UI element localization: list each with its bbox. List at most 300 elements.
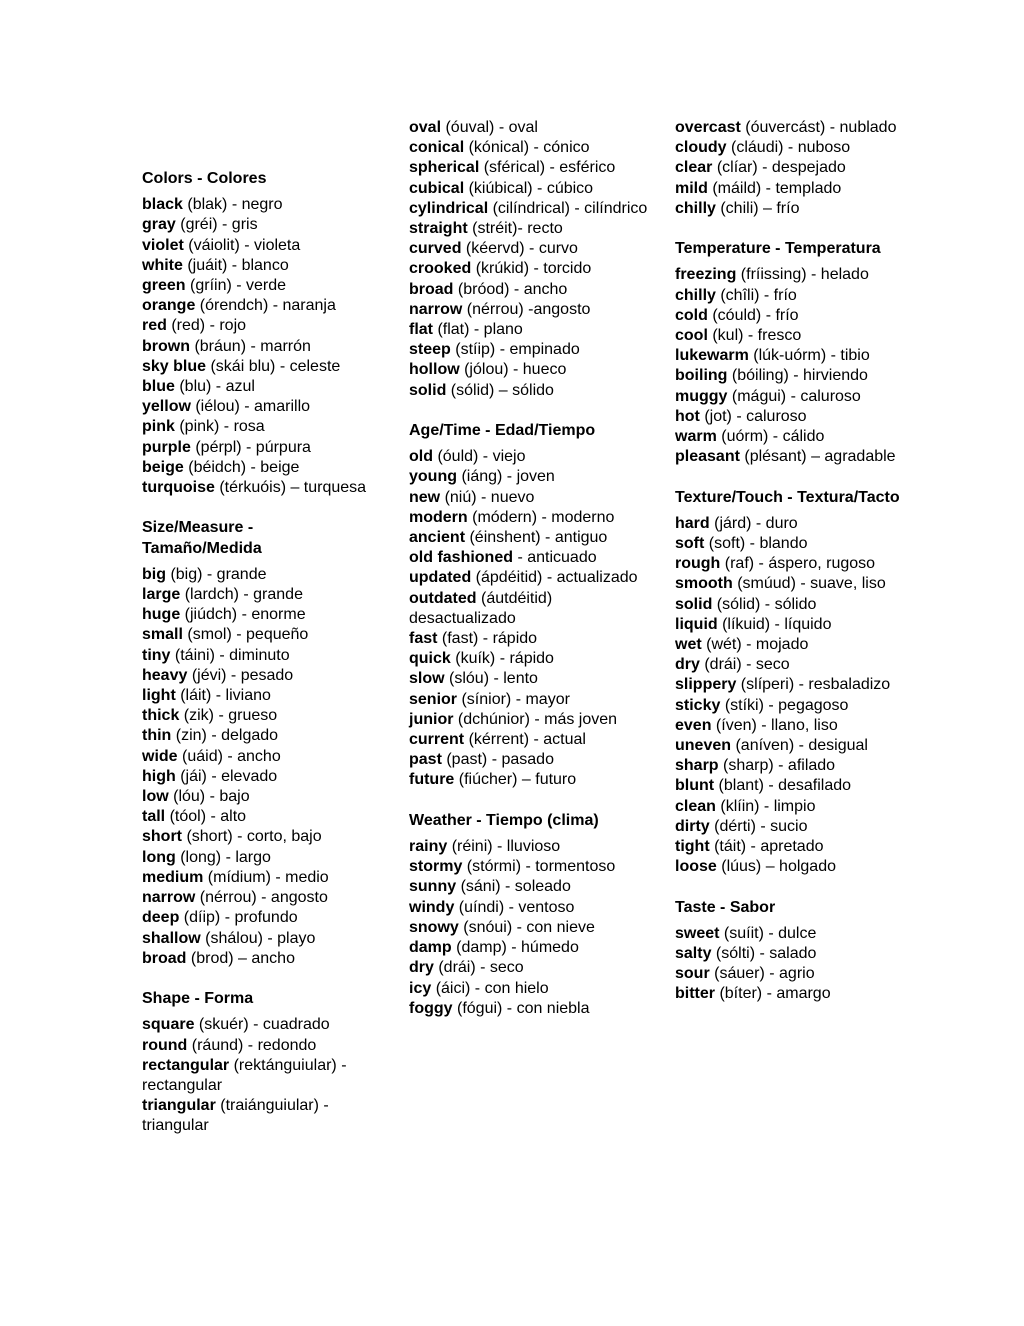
section-title: Texture/Touch - Textura/Tacto [675,488,900,506]
entry-word: stormy [409,858,463,876]
vocab-entry [409,259,649,279]
entry-translation: (clíar) - despejado [712,159,846,177]
entry-translation: (uáid) - ancho [177,747,281,765]
entry-translation: (kérrent) - actual [464,731,586,749]
entry-translation: (lúk-uórm) - tibio [748,347,870,365]
entry-word: smooth [675,575,733,593]
entry-word: spherical [409,159,480,177]
entry-word: brown [142,337,190,355]
entry-word: small [142,626,183,644]
entry-word: lukewarm [675,347,749,365]
vocab-entry [142,585,367,605]
entry-word: narrow [142,889,196,907]
entry-word: rough [675,555,721,573]
entry-word: dirty [675,817,710,835]
entry-translation: (slóu) - lento [444,670,538,688]
entry-translation: (zik) - grueso [179,707,278,725]
vocab-entry [675,199,915,219]
vocab-entry [409,857,649,877]
entry-translation: (iáng) - joven [457,468,555,486]
vocab-entry [409,381,649,401]
vocab-entry [142,296,367,316]
vocab-entry [675,534,915,554]
entry-word: cloudy [675,139,727,157]
entry-translation: (kiúbical) - cúbico [464,179,594,197]
vocab-entry [409,199,649,219]
entry-translation: (sólid) – sólido [446,381,554,399]
vocab-entry [142,625,367,645]
entry-translation: (damp) - húmedo [451,939,579,957]
entry-word: flat [409,321,433,339]
entry-word: solid [675,595,713,613]
entry-translation: (stíki) - pegagoso [720,696,849,714]
entry-word: red [142,317,167,335]
vocab-entry [675,924,915,944]
entry-word: cylindrical [409,199,489,217]
vocab-entry [409,750,649,770]
vocab-entry [142,478,367,498]
vocab-entry [409,280,649,300]
vocab-entry [409,467,649,487]
entry-translation: (skuér) - cuadrado [194,1016,330,1034]
section-title: Taste - Sabor [675,898,776,916]
vocab-entry [142,726,367,746]
entry-word: icy [409,979,432,997]
entry-word: bitter [675,985,715,1003]
entry-word: gray [142,216,176,234]
vocab-entry [409,710,649,730]
entry-translation: (klíin) - limpio [715,797,816,815]
vocab-entry [675,286,915,306]
entry-word: shallow [142,929,201,947]
entry-word: dry [675,656,700,674]
vocab-entry [675,387,915,407]
entry-translation: (áutdéitid) desactualizado [409,589,553,627]
entry-word: sweet [675,924,720,942]
entry-translation: (soft) - blando [704,535,808,553]
entry-word: short [142,828,182,846]
vocab-entry [142,868,367,888]
entry-word: quick [409,650,451,668]
vocab-entry [675,964,915,984]
entry-translation: (bróod) - ancho [453,280,568,298]
vocab-entry [675,427,915,447]
entry-word: young [409,468,457,486]
vocab-section [409,811,649,1019]
entry-word: large [142,586,181,604]
entry-translation: (jólou) - hueco [459,361,567,379]
vocab-column-3 [675,118,915,1025]
vocab-entry [675,595,915,615]
vocab-entry [675,756,915,776]
entry-word: yellow [142,398,191,416]
entry-word: big [142,565,166,583]
entry-word: updated [409,569,472,587]
vocab-entry [142,276,367,296]
entry-word: past [409,751,442,769]
entry-translation: (smol) - pequeño [182,626,309,644]
entry-word: green [142,277,186,295]
entry-translation: (sharp) - afilado [718,757,836,775]
entry-word: thick [142,707,180,725]
vocab-entry [409,508,649,528]
entry-word: ancient [409,529,466,547]
vocab-entry [409,488,649,508]
entry-translation: (réini) - lluvioso [447,838,561,856]
entry-translation: (zin) - delgado [171,727,279,745]
vocab-section [675,898,915,1005]
vocab-entry [675,615,915,635]
vocab-section [142,518,367,968]
vocab-section [409,421,649,791]
entry-translation: (mídium) - medio [203,868,329,886]
vocab-entry [142,908,367,928]
vocab-entry [675,366,915,386]
entry-translation: (blant) - desafilado [714,777,852,795]
vocab-entry [142,357,367,377]
vocab-entry [675,346,915,366]
entry-translation: (jái) - elevado [175,767,278,785]
entry-translation: (jot) - caluroso [699,407,807,425]
entry-word: light [142,687,176,705]
entry-translation: (táit) - apretado [709,838,824,856]
entry-translation: (raf) - áspero, rugoso [720,555,876,573]
entry-word: pink [142,418,175,436]
entry-translation: (uíndi) - ventoso [454,898,575,916]
entry-word: purple [142,438,191,456]
entry-translation: (cóuld) - frío [707,306,799,324]
entry-translation: (fiúcher) – futuro [454,771,577,789]
entry-translation: (sáni) - soleado [456,878,571,896]
entry-word: clear [675,159,713,177]
entry-translation: (kul) - fresco [707,327,802,345]
vocab-entry [409,219,649,239]
vocab-section [409,118,649,401]
entry-translation: (térkuóis) – turquesa [214,479,367,497]
vocab-entry [409,770,649,790]
vocab-entry [142,706,367,726]
vocab-entry [409,158,649,178]
entry-translation: (íven) - llano, liso [711,716,838,734]
entry-translation: (kéervd) - curvo [461,240,578,258]
vocab-entry [675,447,915,467]
entry-translation: (bíter) - amargo [715,985,831,1003]
entry-word: slow [409,670,445,688]
vocab-entry [409,528,649,548]
entry-word: curved [409,240,462,258]
entry-word: outdated [409,589,477,607]
entry-word: violet [142,236,184,254]
vocab-entry [675,675,915,695]
entry-translation: (rektánguiular) - rectangular [142,1056,347,1094]
vocab-section [675,118,915,219]
entry-word: new [409,488,441,506]
entry-translation: (juáit) - blanco [182,256,289,274]
vocab-entry [142,848,367,868]
vocab-column-1 [142,169,367,1157]
vocab-entry [142,458,367,478]
entry-translation: (stíip) - empinado [450,341,580,359]
entry-translation: (járd) - duro [709,514,798,532]
vocab-entry [409,898,649,918]
entry-translation: (fast) - rápido [437,630,538,648]
vocab-entry [142,215,367,235]
entry-word: foggy [409,999,453,1017]
entry-word: snowy [409,918,459,936]
entry-translation: (nérrou) -angosto [462,300,591,318]
vocab-entry [675,716,915,736]
entry-translation: (skái blu) - celeste [206,357,341,375]
entry-translation: (máild) - templado [707,179,842,197]
entry-translation: (dchúnior) - más joven [453,710,618,728]
vocab-entry [409,360,649,380]
vocab-entry [675,736,915,756]
entry-word: low [142,788,169,806]
entry-translation: (sólid) - sólido [712,595,817,613]
vocab-entry [142,337,367,357]
entry-translation: (váiolit) - violeta [183,236,301,254]
vocab-entry [409,918,649,938]
entry-translation: (cilíndrical) - cilíndrico [488,199,648,217]
entry-word: salty [675,945,712,963]
vocab-section [142,169,367,498]
entry-word: square [142,1016,195,1034]
entry-word: hot [675,407,700,425]
vocab-entry [409,669,649,689]
vocab-entry [675,817,915,837]
vocab-entry [142,1036,367,1056]
vocab-entry [409,340,649,360]
entry-word: fast [409,630,438,648]
vocab-entry [142,1056,367,1096]
entry-translation: (pink) - rosa [174,418,265,436]
entry-translation: (nérrou) - angosto [195,889,328,907]
vocab-entry [142,807,367,827]
vocab-entry [409,979,649,999]
entry-translation: (lardch) - grande [180,586,303,604]
entry-translation: (stréit)- recto [467,220,563,238]
entry-translation: (traiánguiular) - triangular [142,1097,329,1135]
entry-translation: (táini) - diminuto [170,646,290,664]
vocab-entry [675,407,915,427]
entry-translation: (blak) - negro [182,196,283,214]
entry-word: damp [409,939,452,957]
entry-word: thin [142,727,172,745]
vocab-entry [142,929,367,949]
section-title: Colors - Colores [142,170,267,187]
entry-translation: (órendch) - naranja [195,297,336,315]
vocab-entry [142,888,367,908]
vocab-entry [409,447,649,467]
entry-word: cool [675,327,708,345]
entry-word: sky blue [142,357,207,375]
vocab-entry [675,158,915,178]
entry-translation: (long) - largo [175,848,271,866]
entry-translation: (fríissing) - helado [736,266,869,284]
vocab-entry [409,649,649,669]
entry-word: solid [409,381,447,399]
entry-translation: (éinshent) - antiguo [465,529,608,547]
vocab-section [675,488,915,878]
vocab-entry [409,568,649,588]
entry-translation: (fógui) - con niebla [452,999,590,1017]
entry-word: medium [142,868,204,886]
entry-translation: (líkuid) - líquido [717,615,832,633]
entry-translation: (past) - pasado [441,751,554,769]
entry-translation: (sférical) - esférico [479,159,616,177]
entry-word: oval [409,119,442,136]
vocab-entry [142,316,367,336]
entry-translation: (gréi) - gris [175,216,258,234]
entry-word: warm [675,428,717,446]
entry-word: modern [409,508,468,526]
entry-translation: (smúud) - suave, liso [732,575,886,593]
entry-word: broad [142,949,187,967]
entry-translation: (stórmi) - tormentoso [462,858,616,876]
entry-word: hollow [409,361,460,379]
vocab-entry [142,195,367,215]
entry-word: triangular [142,1097,216,1115]
vocab-entry [409,730,649,750]
entry-translation: (drái) - seco [699,656,790,674]
entry-translation: (uórm) - cálido [716,428,825,446]
entry-word: sharp [675,757,719,775]
entry-word: cubical [409,179,465,197]
vocab-entry [409,938,649,958]
entry-word: narrow [409,300,463,318]
vocab-entry [675,118,915,138]
vocab-entry [675,138,915,158]
entry-word: sour [675,965,710,983]
entry-translation: - anticuado [513,549,597,567]
vocab-entry [675,265,915,285]
entry-word: crooked [409,260,472,278]
section-title: Temperature - Temperatura [675,240,881,258]
entry-translation: (cláudi) - nuboso [726,139,851,157]
entry-word: cold [675,306,708,324]
entry-word: future [409,771,455,789]
entry-word: long [142,848,176,866]
entry-word: old [409,448,433,466]
entry-word: white [142,256,183,274]
vocab-entry [142,767,367,787]
vocab-entry [142,256,367,276]
entry-word: high [142,767,176,785]
vocab-entry [409,589,649,629]
vocab-entry [142,417,367,437]
entry-translation: (bráun) - marrón [190,337,311,355]
vocab-entry [142,666,367,686]
entry-word: wet [675,636,702,654]
entry-word: rectangular [142,1056,230,1074]
entry-word: rainy [409,838,448,856]
vocab-entry [409,118,649,138]
vocab-entry [142,646,367,666]
vocab-section [142,989,367,1136]
entry-translation: (béidch) - beige [183,458,300,476]
entry-word: deep [142,909,180,927]
vocab-entry [675,837,915,857]
entry-translation: (jévi) - pesado [187,666,294,684]
vocab-entry [409,239,649,259]
entry-word: blue [142,378,175,396]
entry-word: blunt [675,777,715,795]
vocab-entry [409,138,649,158]
section-title: Size/Measure - Tamaño/Medida [142,519,262,557]
entry-word: uneven [675,737,732,755]
entry-word: muggy [675,387,728,405]
vocab-entry [675,554,915,574]
entry-word: slippery [675,676,737,694]
vocab-entry [409,548,649,568]
vocab-entry [409,629,649,649]
vocab-entry [142,377,367,397]
entry-word: heavy [142,666,188,684]
entry-word: overcast [675,119,741,136]
entry-translation: (dérti) - sucio [709,817,808,835]
vocab-entry [142,438,367,458]
vocab-entry [675,984,915,1004]
entry-word: black [142,196,183,214]
vocab-entry [675,655,915,675]
entry-translation: (plésant) – agradable [739,448,896,466]
entry-translation: (mágui) - caluroso [727,387,861,405]
entry-word: clean [675,797,716,815]
vocab-entry [409,877,649,897]
entry-translation: (suíit) - dulce [719,924,817,942]
entry-word: sticky [675,696,721,714]
vocab-entry [142,1015,367,1035]
entry-word: chilly [675,199,716,217]
entry-translation: (lúus) – holgado [716,858,836,876]
entry-translation: (jiúdch) - enorme [180,606,306,624]
entry-word: wide [142,747,178,765]
entry-word: round [142,1036,188,1054]
vocab-entry [675,797,915,817]
section-title: Shape - Forma [142,990,254,1008]
vocab-entry [675,326,915,346]
entry-word: old fashioned [409,549,513,567]
entry-translation: (kónical) - cónico [464,139,590,157]
vocab-column-2 [409,118,649,1039]
entry-word: hard [675,514,710,532]
entry-translation: (sínior) - mayor [457,690,570,708]
entry-word: junior [409,710,454,728]
entry-word: dry [409,959,434,977]
section-title: Weather - Tiempo (clima) [409,811,599,829]
entry-translation: (niú) - nuevo [440,488,535,506]
entry-word: liquid [675,615,718,633]
entry-word: boiling [675,367,728,385]
vocab-entry [675,514,915,534]
entry-word: current [409,731,465,749]
vocab-entry [409,999,649,1019]
entry-translation: (óuvercást) - nublado [740,119,897,136]
entry-word: steep [409,341,451,359]
vocab-entry [142,1096,367,1136]
vocab-entry [675,179,915,199]
entry-translation: (chîli) - frío [715,286,797,304]
entry-word: loose [675,858,717,876]
entry-word: huge [142,606,181,624]
entry-translation: (iélou) - amarillo [190,398,311,416]
vocab-entry [142,686,367,706]
entry-translation: (díip) - profundo [179,909,298,927]
entry-translation: (brod) – ancho [186,949,295,967]
entry-translation: (snóui) - con nieve [458,918,595,936]
entry-translation: (módern) - moderno [467,508,615,526]
entry-translation: (óuval) - oval [441,119,538,136]
